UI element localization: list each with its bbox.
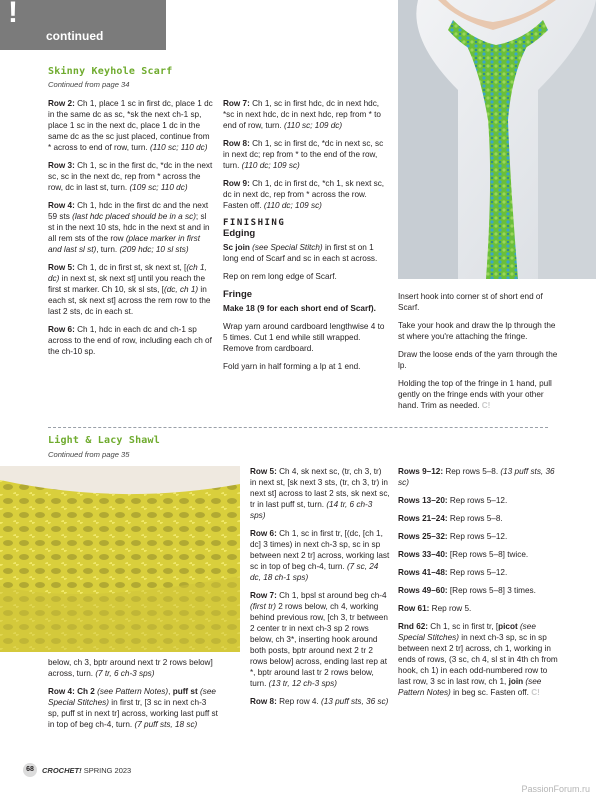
shawl-photo — [0, 466, 240, 652]
fringe-step-3: Fold yarn in half forming a lp at 1 end. — [223, 362, 361, 371]
footer-issue — [42, 766, 131, 775]
scarf-row-2: Row 2: Ch 1, place 1 sc in first dc, place 1 dc in the same dc as sc, *sk the next ch-1 sp, place 1 sc in the next dc, place 1 dc in the same dc as the sc just placed, continue from * across to end of row, turn. (110 sc; 110 dc) — [48, 99, 213, 152]
scarf-continued-from: Continued from page 34 — [48, 80, 130, 89]
scarf-column-1 — [48, 98, 213, 364]
shawl-continued-from: Continued from page 35 — [48, 450, 130, 459]
shawl-row-8: Row 8: Rep row 4. (13 puff sts, 36 sc) — [250, 697, 389, 706]
fringe-step-7: Holding the top of the fringe in 1 hand, pull gently on the fringe ends with your other hand. Trim as needed. C! — [398, 379, 552, 410]
shawl-column-3 — [398, 466, 558, 705]
scarf-illustration — [398, 0, 596, 279]
fringe-step-2: Wrap yarn around cardboard lengthwise 4 to 5 times. Cut 1 end while still wrapped. Remove from cardboard. — [223, 322, 385, 353]
shawl-column-1 — [48, 657, 218, 737]
exclamation-mark: ! — [8, 0, 18, 29]
scarf-title: Skinny Keyhole Scarf — [48, 66, 173, 77]
section-divider — [48, 427, 548, 428]
shawl-rnd-62: Rnd 62: Ch 1, sc in first tr, [picot (see Special Stitches) in next ch-3 sp, sc in sp between next 2 tr] across, ch 1, working in ends of rows, (3 sc, ch 4, sl st in 4th ch from hook, ch 1) in each odd-numbered row to last row, 3 sc in last row, ch 1, join (see Pattern Notes) in beg sc. Fasten off. C! — [398, 622, 558, 697]
fringe-step-4: Insert hook into corner st of short end of Scarf. — [398, 292, 543, 312]
scarf-row-6: Row 6: Ch 1, hdc in each dc and ch-1 sp across to the end of row, including each ch of the ch-10 sp. — [48, 325, 212, 356]
magazine-name: CROCHET! — [42, 766, 82, 775]
scarf-row-8: Row 8: Ch 1, sc in first dc, *dc in next sc, sc in next dc; rep from * to the end of the row, turn. (110 dc; 109 sc) — [223, 139, 384, 170]
shawl-row-3-end: below, ch 3, bptr around next tr 2 rows below] across, turn. (7 tr, 6 ch-3 sps) — [48, 658, 213, 678]
scarf-column-2 — [223, 98, 388, 379]
shawl-rows-41-48: Rows 41–48: Rep rows 5–12. — [398, 568, 508, 577]
scarf-row-7: Row 7: Ch 1, sc in first hdc, dc in next hdc, *sc in next hdc, dc in next hdc, rep from * to end of row, turn. (110 sc; 109 dc) — [223, 99, 381, 130]
shawl-illustration — [0, 466, 240, 652]
shawl-row-6: Row 6: Ch 1, sc in first tr, [(dc, [ch 1, dc] 3 times) in next ch-3 sp, sc in sp between next 2 tr] across, working last sc in top of beg ch-4, turn. (7 sc, 24 dc, 18 ch-1 sps) — [250, 529, 390, 582]
watermark: PassionForum.ru — [521, 784, 590, 794]
scarf-row-3: Row 3: Ch 1, sc in the first dc, *dc in the next sc, sc in the next dc, rep from * across the row, dc in last st, turn. (109 sc; 110 dc) — [48, 161, 213, 192]
shawl-title: Light & Lacy Shawl — [48, 435, 160, 446]
scarf-row-4: Row 4: Ch 1, hdc in the first dc and the next 59 sts (last hdc placed should be in a sc); sl st in the next 10 sts, hdc in the next st and in all rem sts of the row (place marker in first and last sl st), turn. (209 hdc; 10 sl sts) — [48, 201, 210, 254]
shawl-row-7: Row 7: Ch 1, bpsl st around beg ch-4 (first tr) 2 rows below, ch 4, working behind previous row, [ch 3, tr between 2 center tr in next ch-3 sp 2 rows below, ch 3*, inserting hook around both posts, bptr around next 2 tr 2 rows below] across, ending last rep at *, bptr around last tr 2 rows below, turn. (13 tr, 12 ch-3 sps) — [250, 591, 388, 688]
shawl-rows-21-24: Rows 21–24: Rep rows 5–8. — [398, 514, 503, 523]
shawl-row-5: Row 5: Ch 4, sk next sc, (tr, ch 3, tr) in next st, [sk next 3 sts, (tr, ch 3, tr) in next st] across to last 2 sts, sk next sc, tr in last puff st, turn. (14 tr, 6 ch-3 sps) — [250, 467, 390, 520]
scarf-photo — [398, 0, 596, 279]
scarf-row-9: Row 9: Ch 1, dc in first dc, *ch 1, sk next sc, dc in next dc, rep from * across the row. Fasten off. (110 dc; 109 sc) — [223, 179, 385, 210]
fringe-step-1: Make 18 (9 for each short end of Scarf). — [223, 304, 376, 313]
fringe-heading: Fringe — [223, 289, 253, 300]
shawl-rows-9-12: Rows 9–12: Rep rows 5–8. (13 puff sts, 36 sc) — [398, 467, 555, 487]
shawl-column-2 — [250, 466, 390, 714]
shawl-rows-33-40: Rows 33–40: [Rep rows 5–8] twice. — [398, 550, 529, 559]
issue-label: SPRING 2023 — [83, 766, 132, 775]
edging-step-1: Sc join (see Special Stitch) in first st on 1 long end of Scarf and sc in each st across. — [223, 243, 378, 263]
scarf-row-5: Row 5: Ch 1, dc in first st, sk next st, [(ch 1, dc) in next st, sk next st] until you reach the first st marker. Ch 10, sk sl sts, [(dc, ch 1) in each st, sk next st] across the rem row to the last 2 sts, dc in each st. — [48, 263, 211, 316]
page-number: 68 — [23, 763, 37, 777]
continued-label: continued — [46, 29, 104, 43]
fringe-step-6: Draw the loose ends of the yarn through the lp. — [398, 350, 558, 370]
shawl-rows-25-32: Rows 25–32: Rep rows 5–12. — [398, 532, 508, 541]
shawl-row-4: Row 4: Ch 2 (see Pattern Notes), puff st (see Special Stitches) in first tr, [3 sc in next ch-3 sp, puff st in next tr] across, working last puff st in top of beg ch-4, turn. (7 puff sts, 18 sc) — [48, 687, 218, 729]
edging-step-2: Rep on rem long edge of Scarf. — [223, 272, 337, 281]
shawl-rows-49-60: Rows 49–60: [Rep rows 5–8] 3 times. — [398, 586, 536, 595]
edging-heading: Edging — [223, 228, 256, 239]
shawl-rows-13-20: Rows 13–20: Rep rows 5–12. — [398, 496, 508, 505]
shawl-row-61: Row 61: Rep row 5. — [398, 604, 472, 613]
finishing-heading: FINISHING — [223, 218, 286, 228]
fringe-step-5: Take your hook and draw the lp through the st where you're attaching the fringe. — [398, 321, 556, 341]
scarf-column-3 — [398, 291, 558, 418]
